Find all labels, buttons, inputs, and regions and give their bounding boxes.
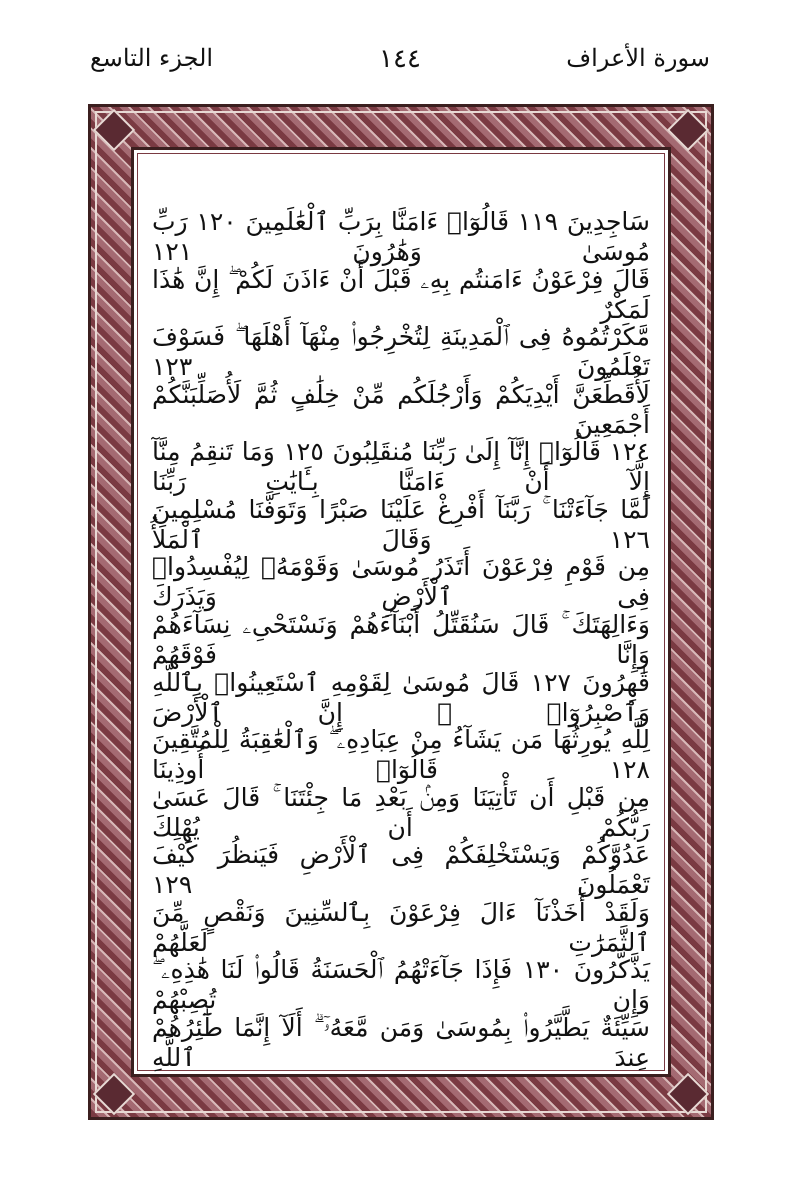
text-line-5	[152, 426, 650, 497]
text-line-content: عَدُوَّكُمْ وَيَسْتَخْلِفَكُمْ فِى ٱلْأَرْضِ فَيَنظُرَ كَيْفَ تَعْمَلُونَ ١٢٩	[152, 840, 650, 900]
text-line-4	[152, 369, 650, 439]
text-line-9	[152, 657, 650, 727]
text-line-content: قَٰهِرُونَ ١٢٧ قَالَ مُوسَىٰ لِقَوْمِهِ ٱسْتَعِينُوا۟ بِٱللَّهِ وَٱصْبِرُوٓا۟ ۖ إِنَّ ٱلْأَرْضَ	[152, 667, 650, 727]
text-line-7	[152, 541, 650, 612]
corner-ornament-icon	[667, 1073, 709, 1115]
text-line-11	[152, 772, 650, 842]
corner-ornament-icon	[667, 109, 709, 151]
text-line-content: سَيِّئَةٌ يَطَّيَّرُوا۟ بِمُوسَىٰ وَمَن مَّعَهُۥٓ ۗ أَلَآ إِنَّمَا طَٰٓئِرُهُمْ عِندَ ٱللَّهِ	[152, 1012, 650, 1072]
text-line-content: قَالَ فِرْعَوْنُ ءَامَنتُم بِهِۦ قَبْلَ أَنْ ءَاذَنَ لَكُمْ ۖ إِنَّ هَٰذَا لَمَكْرٌ	[152, 264, 650, 324]
text-line-15	[152, 1002, 650, 1072]
page-header	[90, 40, 710, 90]
surah-title: سورة الأعراف	[566, 44, 710, 72]
text-line-content: لَمَّا جَآءَتْنَا ۚ رَبَّنَآ أَفْرِغْ عَلَيْنَا صَبْرًا وَتَوَفَّنَا مُسْلِمِينَ ١٢٦ وَقَالَ ٱلْمَلَأُ	[152, 494, 650, 554]
text-line-6	[152, 484, 650, 554]
corner-ornament-icon	[93, 109, 135, 151]
text-line-content: وَلَقَدْ أَخَذْنَآ ءَالَ فِرْعَوْنَ بِٱلسِّنِينَ وَنَقْصٍ مِّنَ ٱلثَّمَرَٰتِ لَعَلَّهُمْ	[152, 897, 650, 957]
text-line-content: لِلَّهِ يُورِثُهَا مَن يَشَآءُ مِنْ عِبَادِهِۦ ۖ وَٱلْعَٰقِبَةُ لِلْمُتَّقِينَ ١٢٨ قَالُوٓا۟ أُوذِينَا	[152, 725, 650, 785]
text-line-content: لَأُقَطِّعَنَّ أَيْدِيَكُمْ وَأَرْجُلَكُم مِّنْ خِلَٰفٍ ثُمَّ لَأُصَلِّبَنَّكُمْ أَجْمَعِينَ	[152, 379, 650, 439]
text-line-14	[152, 944, 651, 1015]
verse-lines	[152, 196, 651, 1072]
text-line-content: وَءَالِهَتَكَ ۚ قَالَ سَنُقَتِّلُ أَبْنَآءَهُمْ وَنَسْتَحْىِۦ نِسَآءَهُمْ وَإِنَّا فَوْقَهُمْ	[152, 609, 650, 669]
text-line-10	[152, 714, 650, 785]
corner-ornament-icon	[93, 1073, 135, 1115]
page-number: ١٤٤	[379, 44, 421, 74]
text-line-content: مَّكَرْتُمُوهُ فِى ٱلْمَدِينَةِ لِتُخْرِجُوا۟ مِنْهَآ أَهْلَهَا ۖ فَسَوْفَ تَعْلَمُونَ ١٢٣	[152, 322, 650, 382]
text-line-1	[152, 196, 651, 266]
text-line-2	[152, 254, 650, 324]
text-line-8	[152, 599, 650, 669]
text-line-12	[152, 829, 650, 900]
text-line-3	[152, 311, 650, 382]
juz-title: الجزء التاسع	[90, 44, 214, 72]
text-line-content: مِن قَوْمِ فِرْعَوْنَ أَتَذَرُ مُوسَىٰ وَقَوْمَهُۥ لِيُفْسِدُوا۟ فِى ٱلْأَرْضِ وَيَذَرَكَ	[152, 552, 650, 612]
text-line-content: سَاجِدِينَ ١١٩ قَالُوٓا۟ ءَامَنَّا بِرَبِّ ٱلْعَٰلَمِينَ ١٢٠ رَبِّ مُوسَىٰ وَهَٰرُونَ ١٢١	[152, 207, 651, 266]
text-line-content: ١٢٤ قَالُوٓا۟ إِنَّآ إِلَىٰ رَبِّنَا مُنقَلِبُونَ ١٢٥ وَمَا تَنقِمُ مِنَّآ إِلَّآ أَنْ ءَامَنَّا بِـَٔايَٰتِ رَبِّنَا	[152, 437, 650, 497]
ornamental-border	[88, 104, 714, 1120]
text-panel	[131, 147, 671, 1077]
text-line-content: مِن قَبْلِ أَن تَأْتِيَنَا وَمِنۢ بَعْدِ مَا جِئْتَنَا ۚ قَالَ عَسَىٰ رَبُّكُمْ أَن يُهْلِكَ	[152, 782, 650, 842]
text-line-13	[152, 887, 650, 957]
text-line-content: يَذَّكَّرُونَ ١٣٠ فَإِذَا جَآءَتْهُمُ ٱلْحَسَنَةُ قَالُوا۟ لَنَا هَٰذِهِۦ ۖ وَإِن تُصِبْهُمْ	[152, 955, 651, 1015]
